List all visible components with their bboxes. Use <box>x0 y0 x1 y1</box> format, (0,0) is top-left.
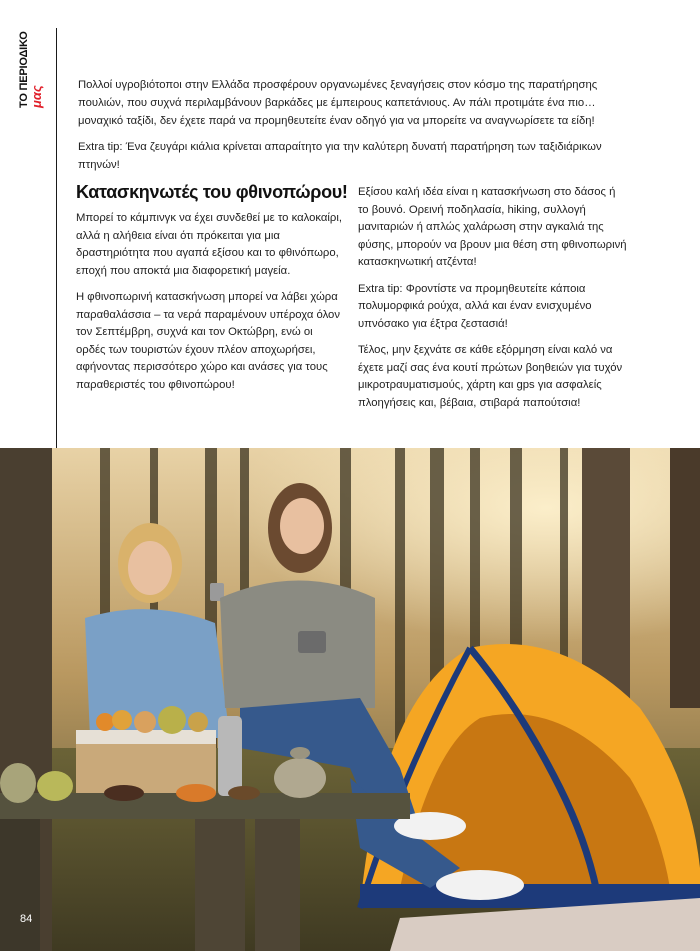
intro-block <box>78 76 630 182</box>
page-number: 84 <box>20 913 33 925</box>
logo-bottom-text: μας <box>28 85 44 108</box>
logo-top-text: ΤΟ ΠΕΡΙΟΔΙΚΟ <box>17 31 30 108</box>
camping-photo <box>0 448 700 951</box>
left-column <box>76 210 344 403</box>
section-title: Κατασκηνωτές του φθινοπώρου! <box>76 182 348 202</box>
right-paragraph: Εξίσου καλή ιδέα είναι η κατασκήνωση στο δάσος ή το βουνό. Ορεινή ποδηλασία, hiking, συλλογή μανιταριών ή απλώς χαλάρωση στην αγκαλιά της φύσης, μπορούν να βρουν μια θέση στη φθινοπωρινή κατασκηνωτική ατζέντα! <box>358 186 627 268</box>
left-paragraph: Η φθινοπωρινή κατασκήνωση μπορεί να λάβει χώρα παραθαλάσσια – τα νερά παραμένουν υπέροχα όλον τον Σεπτέμβρη, συχνά και τον Οκτώβρη, ενώ οι ορδές των τουριστών έχουν πλέον αποχωρήσει, αφήνοντας περισσότερο χώρο και ανάσες για τους παραθεριστές του φθινοπώρου! <box>76 291 340 391</box>
right-paragraph: Τέλος, μην ξεχνάτε σε κάθε εξόρμηση είναι καλό να έχετε μαζί σας ένα κουτί πρώτων βοηθειών για τυχόν μικροτραυματισμούς, χάρτη και gps για ασφαλείς πλοηγήσεις και, βέβαια, στιβαρά παπούτσια! <box>358 344 623 409</box>
right-column <box>358 184 628 421</box>
left-paragraph: Μπορεί το κάμπινγκ να έχει συνδεθεί με το καλοκαίρι, αλλά η αλήθεια είναι ότι πρόκειται για μια δραστηριότητα που αγαπά εξίσου και το φθινόπωρο, εποχή που αποκτά μια διαφορετική μαγεία. <box>76 212 342 277</box>
intro-tip: Extra tip: Ένα ζευγάρι κιάλια κρίνεται απαραίτητο για την καλύτερη δυνατή παρατήρηση των ταξιδιάρικων πτηνών! <box>78 141 602 171</box>
right-paragraph: Extra tip: Φροντίστε να προμηθευτείτε κάποια πολυμορφικά ρούχα, αλλά και έναν ενισχυμένο υπνόσακο για έξτρα ζεστασιά! <box>358 282 592 330</box>
intro-paragraph: Πολλοί υγροβιότοποι στην Ελλάδα προσφέρουν οργανωμένες ξεναγήσεις στον κόσμο της παρατήρησης πουλιών, που συχνά περιλαμβάνουν βαρκάδες με έμπειρους καπετάνιους. Αν πάλι προτιμάτε ένα πιο… μοναχικό ταξίδι, δεν έχετε παρά να προμηθευτείτε έναν οδηγό για να μπορείτε να αναγνωρίσετε τα είδη! <box>78 79 598 127</box>
magazine-logo <box>14 28 46 108</box>
